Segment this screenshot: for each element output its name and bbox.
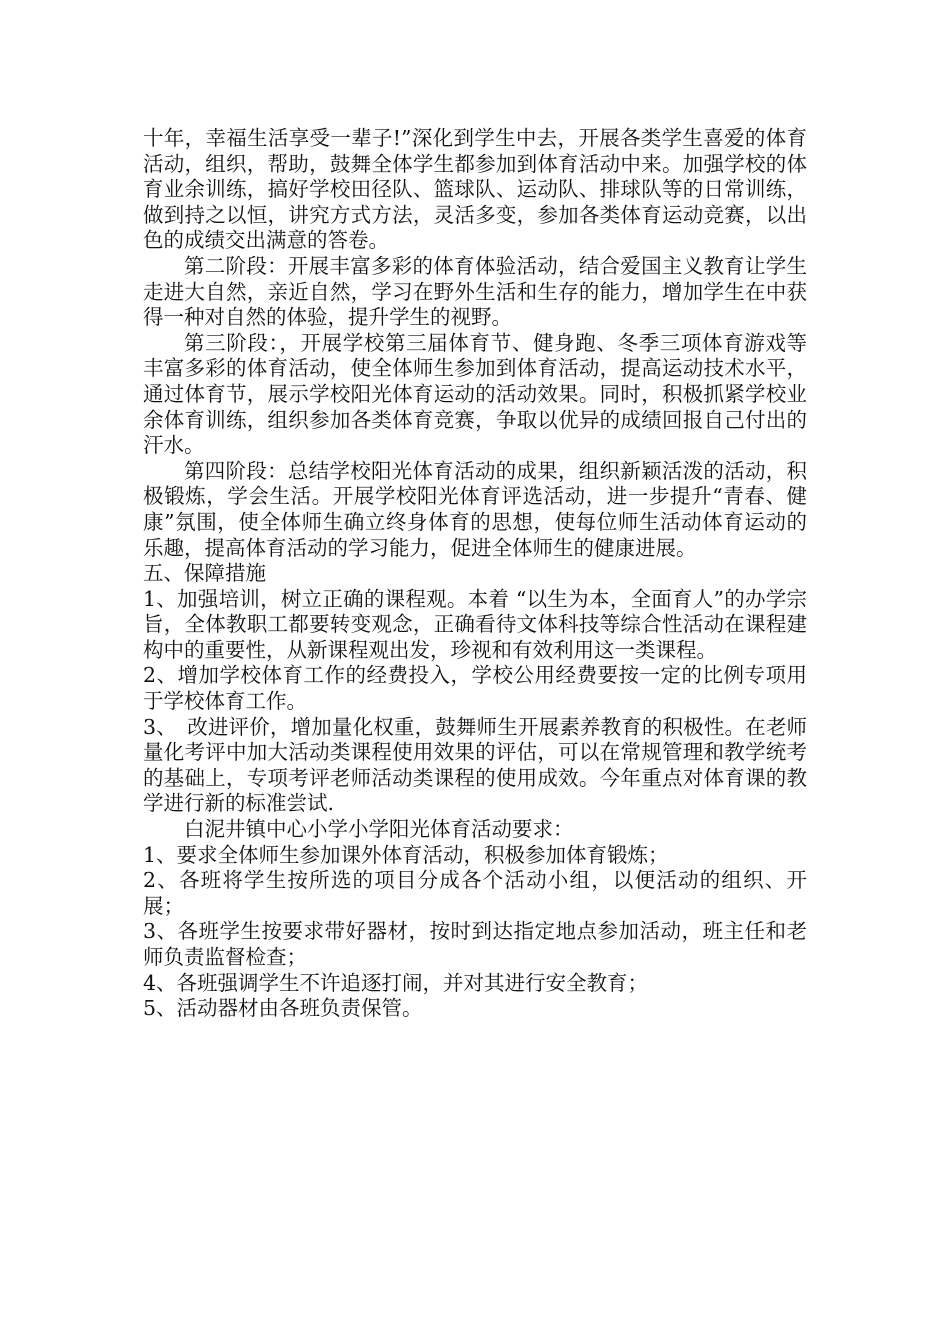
list-item-requirement-4: 4、各班强调学生不许追逐打闹，并对其进行安全教育；: [143, 970, 649, 995]
list-item-requirement-1: 1、要求全体师生参加课外体育活动，积极参加体育锻炼；: [143, 842, 669, 867]
section-heading-safeguards: 五、保障措施: [143, 561, 266, 586]
paragraph-stage-four: 第四阶段：总结学校阳光体育活动的成果，组织新颖活泼的活动，积极锻炼，学会生活。开展学校阳光体育评选活动，进一步提升“青春、健康”氛围，使全体师生确立终身体育的思想，使每位师生活动体育运动的乐趣，提高体育活动的学习能力，促进全体师生的健康进展。: [143, 458, 807, 560]
document-body: [143, 126, 807, 1022]
list-item-requirement-5: 5、活动器材由各班负责保管。: [143, 996, 423, 1021]
paragraph-requirements-heading: 白泥井镇中心小学小学阳光体育活动要求：: [184, 817, 574, 842]
paragraph-intro-continuation: 十年，幸福生活享受一辈子!”深化到学生中去，开展各类学生喜爱的体育活动，组织，帮助，鼓舞全体学生都参加到体育活动中来。加强学校的体育业余训练，搞好学校田径队、篮球队、运动队、排球队等的日常训练，做到持之以恒，讲究方式方法，灵活多变，参加各类体育运动竞赛，以出色的成绩交出满意的答卷。: [143, 126, 807, 253]
paragraph-measure-1: 1、加强培训，树立正确的课程观。本着 “以生为本，全面育人”的办学宗旨，全体教职工都要转变观念，正确看待文体科技等综合性活动在课程建构中的重要性，从新课程观出发，珍视和有效利用这一类课程。: [143, 586, 807, 662]
paragraph-measure-3: 3、 改进评价，增加量化权重，鼓舞师生开展素养教育的积极性。在老师量化考评中加大活动类课程使用效果的评估，可以在常规管理和教学统考的基础上，专项考评老师活动类课程的使用成效。今年重点对体育课的教学进行新的标准尝试.: [143, 714, 807, 816]
paragraph-measure-2: 2、增加学校体育工作的经费投入，学校公用经费要按一定的比例专项用于学校体育工作。: [143, 663, 807, 714]
paragraph-stage-two: 第二阶段：开展丰富多彩的体育体验活动，结合爱国主义教育让学生走进大自然，亲近自然，学习在野外生活和生存的能力，增加学生在中获得一种对自然的体验，提升学生的视野。: [143, 253, 807, 330]
list-item-requirement-2: 2、各班将学生按所选的项目分成各个活动小组，以便活动的组织、开展；: [143, 868, 807, 918]
paragraph-stage-three: 第三阶段：，开展学校第三届体育节、健身跑、冬季三项体育游戏等丰富多彩的体育活动，使全体师生参加到体育活动，提高运动技术水平，通过体育节，展示学校阳光体育运动的活动效果。同时，积极抓紧学校业余体育训练，组织参加各类体育竞赛，争取以优异的成绩回报自己付出的汗水。: [143, 330, 807, 458]
list-item-requirement-3: 3、各班学生按要求带好器材，按时到达指定地点参加活动，班主任和老师负责监督检查；: [143, 919, 807, 969]
